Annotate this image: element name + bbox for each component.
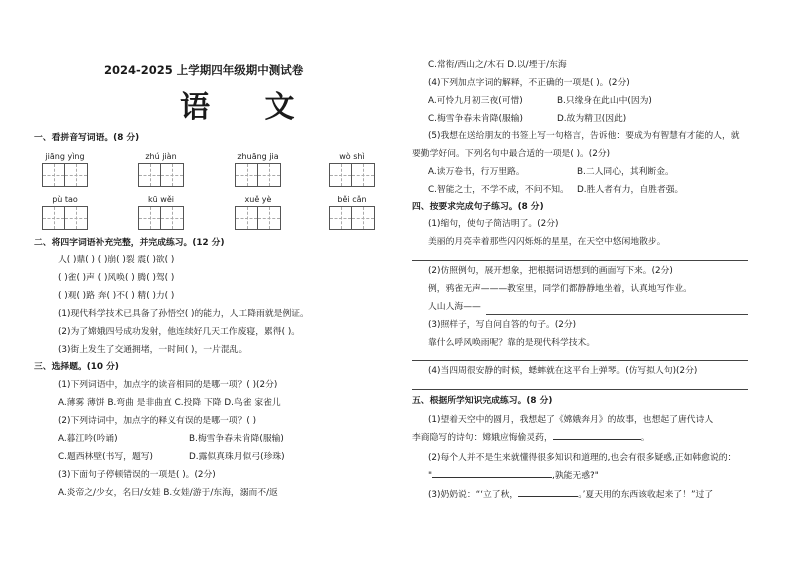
q3-options-cont: C.常衔/西山之/木石 D.以/堙于/东海 (428, 60, 567, 70)
fill-blank[interactable] (432, 477, 552, 478)
section5-q2-line1: (2)每个人并不是生来就懂得很多知识和道理的,也会有很多疑惑,正如韩愈说的： (428, 453, 737, 463)
quote-open: " (428, 471, 433, 481)
section5-q1-line1: (1)望着天空中的圆月，我想起了《嫦娥奔月》的故事，也想起了唐代诗人 (428, 415, 714, 425)
section4-q2: (2)仿照例句，展开想象，把根据词语想到的画面写下来。(2分) (428, 266, 673, 276)
pinyin-1: jiāng yìng (45, 152, 85, 161)
option-c: C.智能之士，不学不成，不问不知。 (428, 185, 569, 195)
pinyin-6: kū wěi (148, 195, 174, 204)
section4-q1-text: 美丽的月亮幸着那些闪闪烁烁的星星，在天空中悠闲地散步。 (428, 237, 666, 247)
option-d: D.露似真珠月似弓(珍珠) (189, 452, 285, 462)
section5-q1-text: 李商隐写的诗句：嫦娥应悔偷灵药， (412, 433, 553, 443)
right-q5-line2: 要勤学好问。下列名句中最合适的一项是( )。(2分) (412, 149, 611, 159)
section4-q2-example: 例，鸦雀无声———教室里，同学们都静静地坐着，认真地写作业。 (428, 284, 692, 294)
section2-q2: (2)为了嫦娥四号成功发射，他连续好几天工作废寝，累得( )。 (58, 327, 301, 337)
option-d: D.故为精卫(因此) (557, 114, 627, 124)
pinyin-3: zhuāng jia (237, 152, 279, 161)
section3-q2: (2)下列诗词中，加点字的释义有误的是哪一项？( ) (58, 416, 257, 426)
section2-heading: 二、将四字词语补充完整，并完成练习。(12 分) (34, 238, 225, 248)
writing-grid[interactable] (42, 163, 88, 187)
answer-line[interactable] (412, 260, 748, 261)
pinyin-4: wò shì (339, 152, 365, 161)
idiom-row-2: ( )雀( )声 ( )风唤( ) 腾( )驾( ) (58, 273, 175, 283)
fill-blank[interactable] (518, 496, 578, 497)
option-b: B.只缘身在此山中(因为) (557, 96, 652, 106)
writing-grid[interactable] (138, 206, 184, 230)
section5-q2-line2 (428, 471, 599, 482)
section5-q3-text-end: 。’夏天用的东西该收起来了！”过了 (578, 490, 714, 500)
section3-q1-options: A.薄雾 薄饼 B.弯曲 是非曲直 C.投降 下降 D.鸟雀 家雀儿 (58, 398, 281, 408)
section4-q4: (4)当四周很安静的时候，蟋蟀就在这平台上弹琴。(仿写拟人句)(2分) (428, 366, 698, 376)
section3-q3: (3)下面句子停顿错误的一项是( )。(2分) (58, 470, 216, 480)
section5-q3-line1 (428, 490, 713, 501)
section3-heading: 三、选择题。(10 分) (34, 362, 119, 372)
answer-line[interactable] (486, 314, 748, 315)
section4-q3: (3)照样子，写自问自答的句子。(2分) (428, 320, 577, 330)
option-c: C.梅雪争春未肯降(服输) (428, 114, 523, 124)
right-q5-line1: (5)我想在送给朋友的书签上写一句格言，告诉他：要成为有智慧有才能的人，就 (428, 131, 740, 141)
option-a: A.暮江吟(吟诵) (58, 434, 118, 444)
option-b: B.二人同心，其利断金。 (577, 167, 674, 177)
pinyin-8: běi cǎn (337, 195, 367, 204)
idiom-row-1: 人( )鼎( ) ( )崩( )裂 震( )欲( ) (58, 255, 175, 265)
section4-q3-example: 靠什么呼风唤雨呢？靠的是现代科学技术。 (428, 338, 596, 348)
section1-heading: 一、看拼音写词语。(8 分) (34, 133, 140, 143)
exam-title: 2024-2025 上学期四年级期中测试卷 (104, 63, 304, 77)
section4-heading: 四、按要求完成句子练习。(8 分) (412, 202, 544, 212)
option-c: C.题西林壁(书写，题写) (58, 452, 153, 462)
writing-grid[interactable] (329, 163, 375, 187)
section4-q1: (1)缩句，使句子简洁明了。(2分) (428, 219, 559, 229)
section5-q3-text: (3)奶奶说：“‘立了秋， (428, 490, 519, 500)
writing-grid[interactable] (329, 206, 375, 230)
section5-q1-line2: 李商隐写的诗句：嫦娥应悔偷灵药， 。 (412, 433, 650, 443)
writing-grid[interactable] (138, 163, 184, 187)
right-q4: (4)下列加点字词的解释，不正确的一项是( )。(2分) (428, 78, 630, 88)
section5-q2-text: ,孰能无惑?" (552, 471, 599, 481)
section2-q3: (3)街上发生了交通拥堵，一时间( )，一片混乱。 (58, 345, 248, 355)
section3-q3-options: A.炎帝之/少女，名曰/女娃 B.女娃/游于/东海，溺而不/返 (58, 488, 278, 498)
fill-blank[interactable] (553, 439, 641, 440)
option-a: A.读万卷书，行万里路。 (428, 167, 525, 177)
section3-q1: (1)下列词语中，加点字的读音相同的是哪一项？( )(2分) (58, 380, 278, 390)
option-b: B.梅雪争春未肯降(服输) (189, 434, 284, 444)
writing-grid[interactable] (235, 163, 281, 187)
section2-q1: (1)现代科学技术已具备了孙悟空( )的能力，人工降雨就是例证。 (58, 309, 309, 319)
pinyin-7: xuě yè (244, 195, 272, 204)
pinyin-5: pù tao (52, 195, 78, 204)
answer-line[interactable] (412, 360, 748, 361)
writing-grid[interactable] (235, 206, 281, 230)
section5-heading: 五、根据所学知识完成练习。(8 分) (412, 396, 553, 406)
writing-grid[interactable] (42, 206, 88, 230)
option-a: A.可怜九月初三夜(可惜) (428, 96, 523, 106)
idiom-row-3: ( )观( )路 奔( )不( ) 精( )力( ) (58, 291, 175, 301)
pinyin-2: zhú jiàn (145, 152, 177, 161)
subject-title: 语 文 (180, 90, 317, 125)
answer-line[interactable] (412, 389, 748, 390)
section4-q2-task: 人山人海—— (428, 302, 481, 312)
option-d: D.胜人者有力，自胜者强。 (577, 185, 684, 195)
